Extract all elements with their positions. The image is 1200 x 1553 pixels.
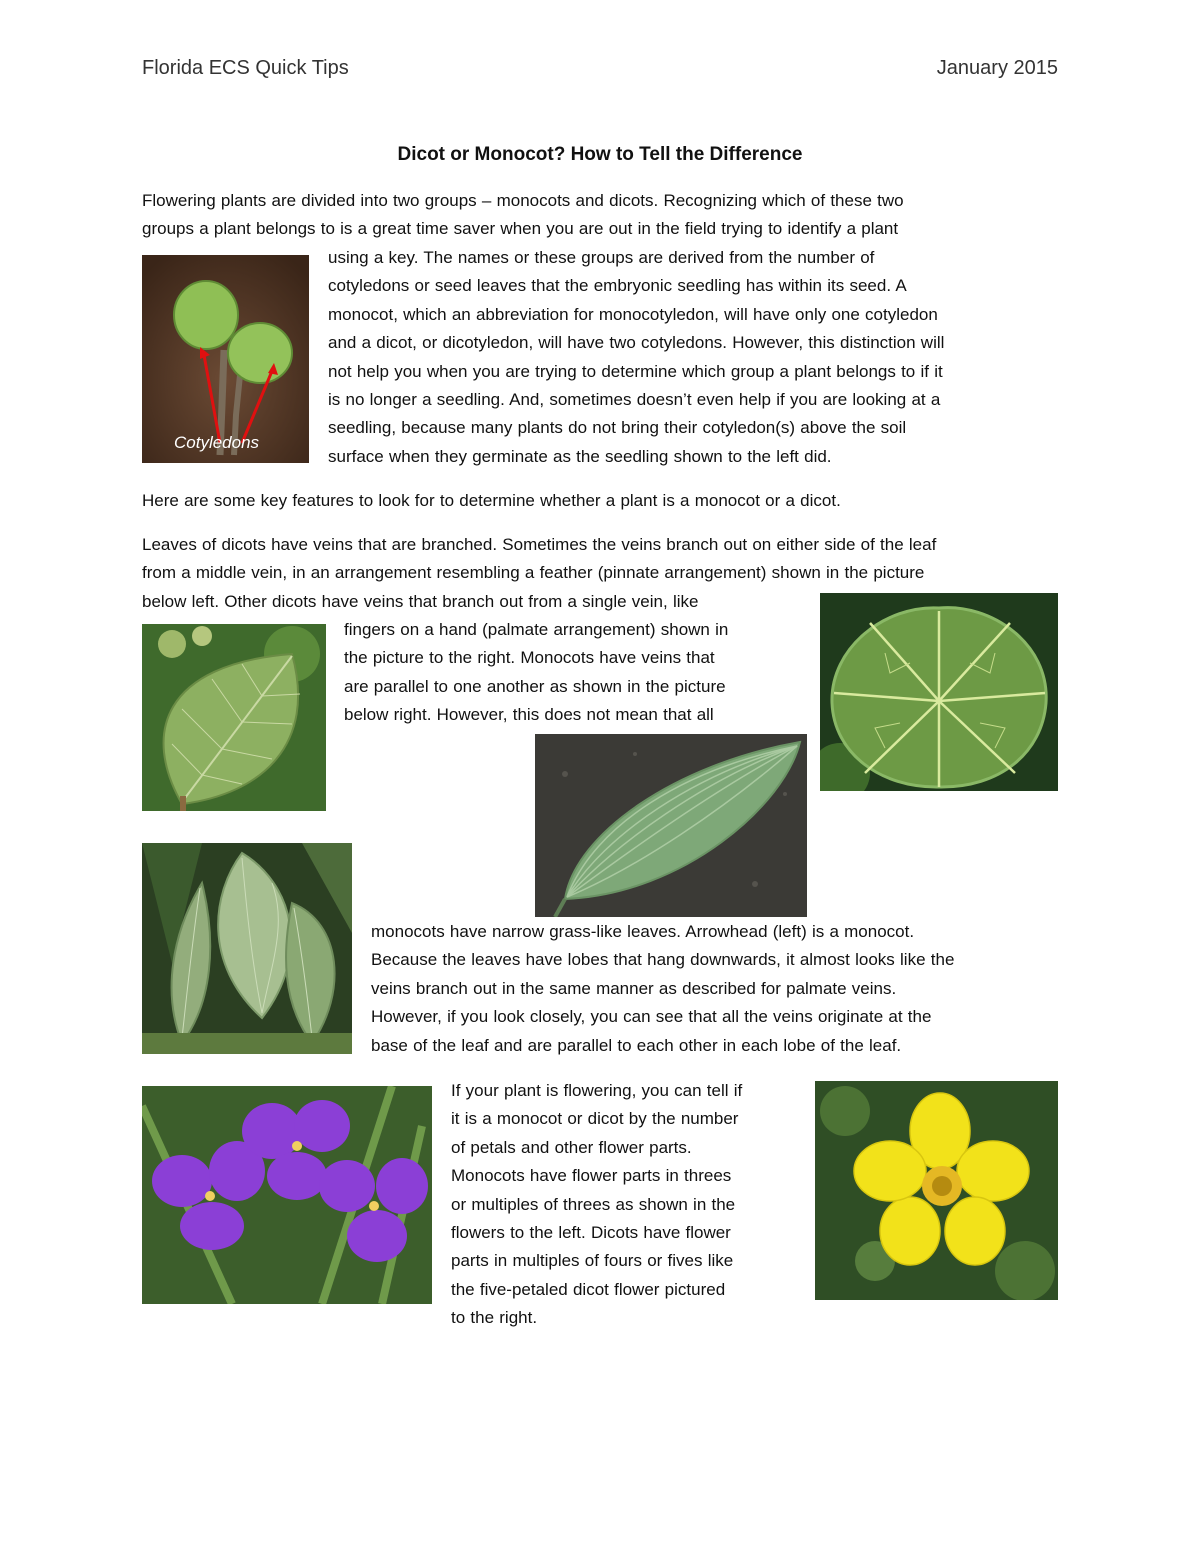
intro-paragraph (142, 187, 904, 244)
key-features-line: Here are some key features to look for to determine whether a plant is a monocot or a dicot. (142, 491, 841, 510)
arrowhead-paragraph (371, 918, 954, 1060)
intro-line: surface when they germinate as the seedling shown to the left did. (328, 446, 832, 466)
arrowhead-line: Because the leaves have lobes that hang downwards, it almost looks like the (371, 950, 955, 970)
intro-line: seedling, because many plants do not bring their cotyledon(s) above the soil (328, 418, 907, 438)
dicot-flower-photo (815, 1081, 1058, 1300)
arrowhead-line: veins branch out in the same manner as described for palmate veins. (371, 978, 897, 998)
flowers-paragraph (451, 1077, 742, 1333)
page-title: Dicot or Monocot? How to Tell the Difference (397, 144, 803, 165)
pinnate-leaf-photo (142, 624, 326, 811)
arrowhead-line: However, if you look closely, you can see that all the veins originate at the (371, 1007, 932, 1027)
leaves-paragraph (142, 531, 936, 616)
flowers-line: of petals and other flower parts. (451, 1137, 692, 1157)
leaves-line: below right. However, this does not mean that all (344, 705, 714, 725)
intro-line: is no longer a seedling. And, sometimes doesn’t even help if you are looking at a (328, 390, 941, 410)
flowers-line: to the right. (451, 1308, 538, 1328)
flowers-line: the five-petaled dicot flower pictured (451, 1279, 726, 1299)
intro-line: monocot, which an abbreviation for monocotyledon, will have only one cotyledon (328, 304, 938, 324)
flowers-line: or multiples of threes as shown in the (451, 1194, 736, 1214)
flowers-line: parts in multiples of fours or fives like (451, 1251, 734, 1271)
intro-line: cotyledons or seed leaves that the embryonic seedling has within its seed. A (328, 276, 907, 296)
leaves-line: are parallel to one another as shown in the picture (344, 676, 726, 696)
leaves-line: the picture to the right. Monocots have veins that (344, 648, 715, 668)
intro-line: groups a plant belongs to is a great time saver when you are out in the field trying to identify a plant (142, 219, 899, 239)
leaves-line: below left. Other dicots have veins that branch out from a single vein, like (142, 591, 699, 611)
arrowhead-photo (142, 843, 352, 1054)
intro-line: and a dicot, or dicotyledon, will have two cotyledons. However, this distinction will (328, 333, 945, 353)
flowers-line: flowers to the left. Dicots have flower (451, 1223, 731, 1243)
palmate-leaf-photo (820, 593, 1058, 791)
leaves-line: Leaves of dicots have veins that are branched. Sometimes the veins branch out on either side of the leaf (142, 535, 937, 554)
intro-line: not help you when you are trying to determine which group a plant belongs to if it (328, 361, 943, 381)
leaves-wrapped-paragraph (344, 616, 728, 730)
header-right: January 2015 (936, 57, 1058, 79)
header-left: Florida ECS Quick Tips (142, 57, 349, 79)
leaves-line: from a middle vein, in an arrangement resembling a feather (pinnate arrangement) shown in the picture (142, 563, 925, 583)
parallel-leaf-photo (535, 734, 807, 917)
intro-line: using a key. The names or these groups are derived from the number of (328, 248, 875, 267)
key-features-sentence (142, 487, 841, 515)
arrowhead-line: base of the leaf and are parallel to each other in each lobe of the leaf. (371, 1035, 902, 1055)
cotyledons-caption: Cotyledons (174, 433, 260, 452)
seedling-photo (142, 255, 309, 463)
intro-wrapped-paragraph (328, 244, 944, 471)
flowers-line: Monocots have flower parts in threes (451, 1166, 732, 1186)
arrowhead-line: monocots have narrow grass-like leaves. Arrowhead (left) is a monocot. (371, 922, 915, 941)
intro-line: Flowering plants are divided into two groups – monocots and dicots. Recognizing which of these two (142, 191, 904, 210)
flowers-line: If your plant is flowering, you can tell if (451, 1081, 743, 1100)
leaves-line: fingers on a hand (palmate arrangement) shown in (344, 620, 729, 639)
flowers-line: it is a monocot or dicot by the number (451, 1109, 739, 1129)
monocot-flowers-photo (142, 1086, 432, 1304)
